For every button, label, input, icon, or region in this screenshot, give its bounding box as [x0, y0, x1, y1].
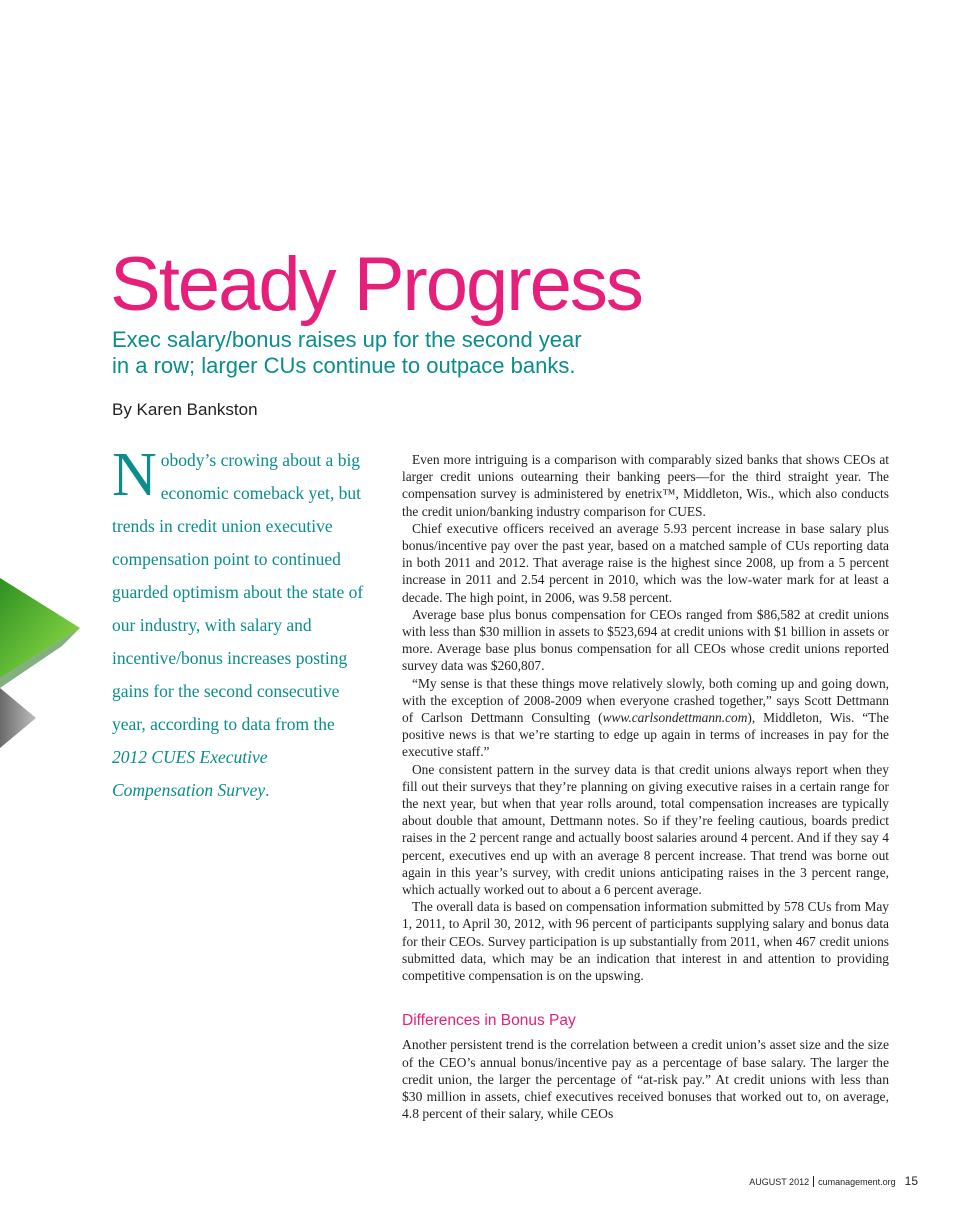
body-paragraph-6: The overall data is based on compensation information submitted by 578 CUs from May 1, 2011, to April 30, 2012, with 96 percent of participants supplying salary and bonus data for their CEOs. Survey participation is up substantially from 2011, when 467 credit unions submitted data, which may be an indication that interest in and attention to providing competitive compensation is on the upswing.: [402, 899, 889, 984]
section-subhead: Differences in Bonus Pay: [402, 1012, 576, 1030]
article-deck: [112, 327, 672, 379]
quote-part-2: ), Middleton, Wis. “The positive news is that we’re starting to edge up again in terms of increases in pay for the executive staff.”: [402, 710, 889, 760]
body-paragraph-1: Even more intriguing is a comparison with comparably sized banks that shows CEOs at larger credit unions outearning their banking peers—for the third straight year. The compensation survey is administered by enetrix™, Middleton, Wis., which also conducts the credit union/banking industry comparison for CUES.: [402, 452, 889, 519]
article-title: Steady Progress: [110, 242, 642, 327]
footer-divider: [813, 1176, 814, 1187]
body-paragraph-5: One consistent pattern in the survey data is that credit unions always report when they fill out their surveys that they’re planning on giving executive raises in a certain range for the next year, but when that year rolls around, total compensation increases are typically about double that amount, Dettmann notes. So if they’re feeling cautious, boards predict raises in the 2 percent range and actually boost salaries around 4 percent. And if they say 4 percent, executives end up with an average 8 percent increase. That trend was borne out again in this year’s survey, with credit unions anticipating raises in the 3 percent range, which actually worked out to about a 6 percent average.: [402, 761, 889, 898]
green-triangle-graphic: [0, 570, 84, 750]
body-column: [402, 451, 889, 1122]
deck-line-2: in a row; larger CUs continue to outpace banks.: [112, 353, 576, 378]
lede-end: .: [265, 780, 270, 800]
body-paragraph-2: Chief executive officers received an average 5.93 percent increase in base salary plus bonus/incentive pay over the past year, based on a matched sample of CUs reporting data in both 2011 and 2012. That average raise is the highest since 2008, up from a 5 percent increase in 2011 and 2.54 percent in 2010, which was the low-water mark for at least a decade. The high point, in 2006, was 9.58 percent.: [402, 520, 889, 605]
body-paragraph-4: [402, 675, 889, 761]
lede-paragraph: [112, 441, 368, 807]
consulting-url: www.carlsondettmann.com: [602, 710, 748, 726]
deck-line-1: Exec salary/bonus raises up for the second year: [112, 327, 582, 352]
byline: By Karen Bankston: [112, 400, 258, 419]
quote-part-1: “My sense is that these things move relatively slowly, both coming up and going down, with the exception of 2008-2009 when everyone crashed together,” says Scott Dettmann of Carlson Dettmann Consulting (: [402, 675, 889, 726]
survey-title: 2012 CUES Executive Compensation Survey: [112, 747, 268, 800]
footer-issue: AUGUST 2012: [749, 1177, 810, 1187]
body-paragraph-3: Average base plus bonus compensation for CEOs ranged from $86,582 at credit unions with less than $30 million in assets to $523,694 at credit unions with $1 billion in assets or more. Average base plus bonus compensation for all CEOs whose credit unions reported survey data was $260,807.: [402, 606, 889, 674]
footer-site: cumanagement.org: [818, 1177, 896, 1187]
drop-cap: N: [112, 441, 157, 509]
body-paragraph-7: Another persistent trend is the correlation between a credit union’s asset size and the size of the CEO’s annual bonus/incentive pay as a percentage of base salary. The larger the credit union, the larger the percentage of “at-risk pay.” At credit unions with less than $30 million in assets, chief executives received bonuses that worked out to, on average, 4.8 percent of their salary, while CEOs: [402, 1037, 889, 1122]
page-number: 15: [904, 1174, 918, 1188]
lede-text: obody’s crowing about a big economic comeback yet, but trends in credit union executive compensation point to continued guarded optimism about the state of our industry, with salary and incentive/bonus increases posting gains for the second consecutive year, according to data from the: [112, 450, 364, 734]
page-footer: [749, 1174, 918, 1189]
